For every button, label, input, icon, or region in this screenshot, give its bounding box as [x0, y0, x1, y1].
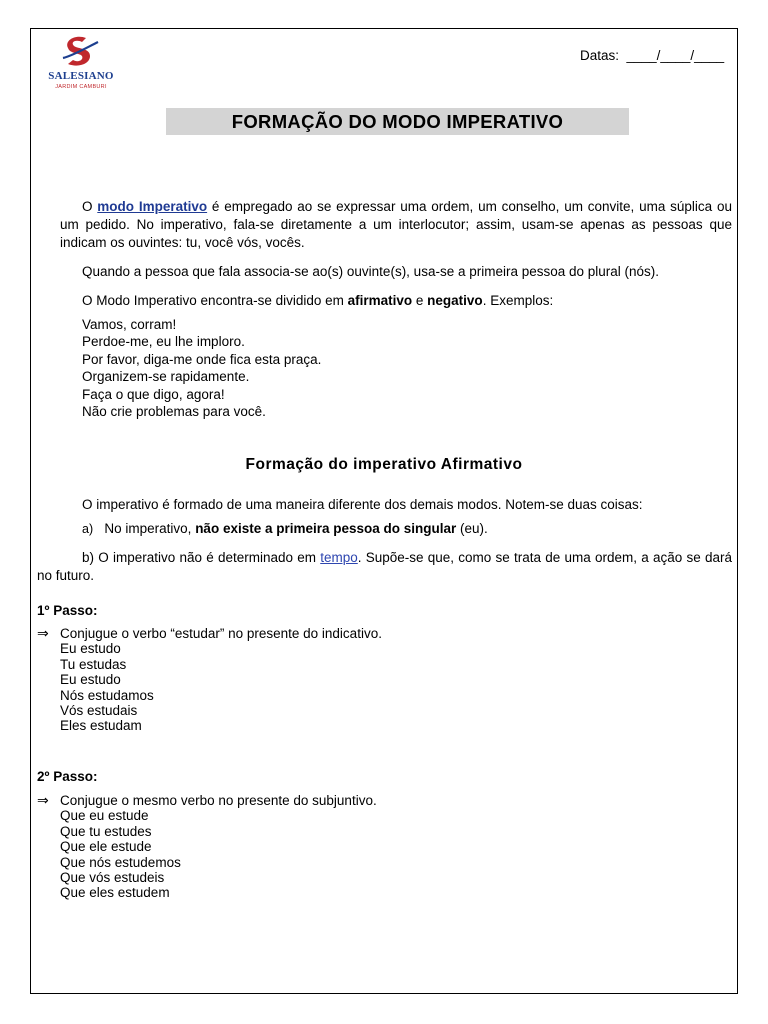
- step-1-title: 1º Passo:: [37, 603, 98, 618]
- page-title: FORMAÇÃO DO MODO IMPERATIVO: [166, 108, 629, 135]
- modo-imperativo-link[interactable]: modo Imperativo: [97, 199, 208, 214]
- list-item: Nós estudamos: [60, 687, 154, 703]
- section-paragraph: O imperativo é formado de uma maneira diferente dos demais modos. Notem-se duas coisas:: [82, 497, 643, 512]
- date-field[interactable]: [580, 48, 724, 63]
- step-2-title: 2º Passo:: [37, 769, 98, 784]
- list-item: Que tu estudes: [60, 823, 152, 839]
- intro-paragraph-3: O Modo Imperativo encontra-se dividido em afirmativo e negativo. Exemplos:: [82, 293, 554, 308]
- list-item: Eles estudam: [60, 718, 142, 734]
- step-1-instruction: Conjugue o verbo “estudar” no presente do indicativo.: [60, 626, 382, 641]
- list-item: Faça o que digo, agora!: [82, 386, 225, 402]
- item-a: a) No imperativo, não existe a primeira pessoa do singular (eu).: [82, 521, 488, 536]
- arrow-right-icon: ⇒: [37, 625, 49, 641]
- date-label: Datas:: [580, 48, 620, 63]
- arrow-right-icon: ⇒: [37, 792, 49, 808]
- step-2-instruction: Conjugue o mesmo verbo no presente do subjuntivo.: [60, 793, 377, 808]
- list-item: Que eu estude: [60, 808, 149, 824]
- step-2-list: [60, 793, 377, 901]
- date-blank: ____/____/____: [626, 48, 725, 63]
- list-item: Eu estudo: [60, 672, 121, 688]
- list-item: Perdoe-me, eu lhe imploro.: [82, 334, 245, 350]
- logo-subtitle: JARDIM CAMBURI: [55, 84, 107, 90]
- list-item: Eu estudo: [60, 641, 121, 657]
- list-item: Não crie problemas para você.: [82, 404, 266, 420]
- tempo-link[interactable]: tempo: [320, 550, 358, 565]
- list-item: Organizem-se rapidamente.: [82, 369, 250, 385]
- examples-list: [82, 316, 321, 420]
- salesiano-s-icon: [60, 34, 100, 70]
- item-b: b) O imperativo não é determinado em tempo. Supõe-se que, como se trata de uma ordem, a ação se dará no futuro.: [37, 550, 732, 583]
- list-item: Vamos, corram!: [82, 317, 177, 332]
- logo-name: SALESIANO: [48, 70, 114, 82]
- list-item: Tu estudas: [60, 656, 127, 672]
- step-1-list: [60, 626, 382, 734]
- list-item: Que eles estudem: [60, 885, 170, 901]
- list-item: Que nós estudemos: [60, 854, 181, 870]
- school-logo: [48, 34, 114, 94]
- list-item: Vós estudais: [60, 703, 138, 719]
- list-item: Por favor, diga-me onde fica esta praça.: [82, 351, 322, 367]
- intro-paragraph-2: Quando a pessoa que fala associa-se ao(s) ouvinte(s), usa-se a primeira pessoa do plural (nós).: [82, 264, 660, 279]
- section-subtitle: Formação do imperativo Afirmativo: [245, 456, 523, 473]
- list-item: Que ele estude: [60, 839, 152, 855]
- intro-paragraph-1: O modo Imperativo é empregado ao se expressar uma ordem, um conselho, um convite, uma súplica ou um pedido. No imperativo, fala-se diretamente a um interlocutor; assim, usam-se apenas as pessoas que indicam os ouvintes: tu, você vós, vocês.: [60, 199, 732, 250]
- list-item: Que vós estudeis: [60, 870, 165, 886]
